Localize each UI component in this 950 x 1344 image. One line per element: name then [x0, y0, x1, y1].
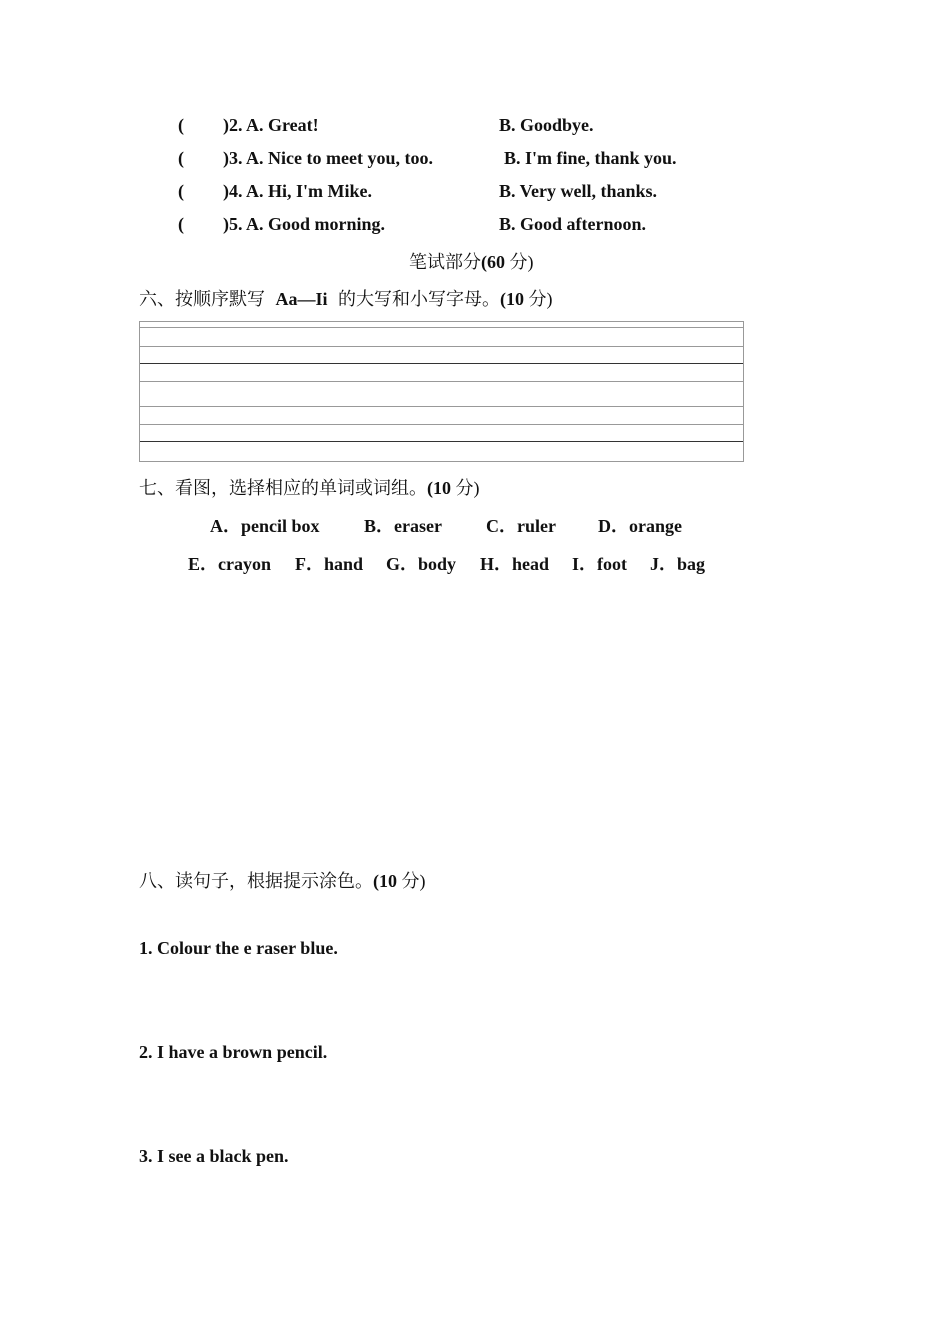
option-e: E．crayon	[188, 554, 271, 574]
option-j: J．bag	[650, 554, 706, 574]
base-line	[140, 363, 743, 364]
section-7-score: (10	[427, 478, 451, 498]
option-c: C．ruler	[486, 516, 556, 536]
item-option-a: )4. A. Hi, I'm Mike.	[223, 181, 372, 201]
answer-paren[interactable]: (	[178, 181, 184, 201]
answer-paren[interactable]: (	[178, 115, 184, 135]
guide-line	[140, 406, 743, 407]
option-g: G．body	[386, 554, 457, 574]
base-line	[140, 441, 743, 442]
section-7-unit: 分)	[455, 478, 480, 498]
section-7-prefix: 七、看图，选择相应的单词或词组。	[139, 478, 427, 498]
item-option-b: B. Goodbye.	[499, 115, 594, 135]
writing-lines-area[interactable]	[139, 321, 744, 462]
section-8-prefix: 八、读句子，根据提示涂色。	[139, 871, 373, 891]
written-title-cn: 笔试部分	[409, 252, 481, 272]
guide-line	[140, 424, 743, 425]
option-f: F．hand	[295, 554, 364, 574]
option-a: A．pencil box	[210, 516, 320, 536]
item-option-a: )3. A. Nice to meet you, too.	[223, 148, 433, 168]
option-d: D．orange	[598, 516, 682, 536]
sentence-2: 2. I have a brown pencil.	[139, 1042, 328, 1062]
sentence-3: 3. I see a black pen.	[139, 1146, 289, 1166]
guide-line	[140, 327, 743, 328]
guide-line	[140, 381, 743, 382]
section-6-unit: 分)	[528, 289, 553, 309]
section-6-letters: Aa—Ii	[275, 289, 328, 309]
item-option-b: B. Good afternoon.	[499, 214, 647, 234]
item-option-b: B. I'm fine, thank you.	[504, 148, 677, 168]
written-title-unit: 分)	[509, 252, 534, 272]
section-6-heading	[139, 285, 553, 311]
written-section-title	[409, 248, 534, 274]
answer-paren[interactable]: (	[178, 214, 184, 234]
guide-line	[140, 346, 743, 347]
section-7-heading	[139, 474, 480, 500]
item-option-a: )5. A. Good morning.	[223, 214, 386, 234]
option-h: H．head	[480, 554, 550, 574]
answer-paren[interactable]: (	[178, 148, 184, 168]
section-6-prefix: 六、按顺序默写	[139, 289, 265, 309]
item-option-b: B. Very well, thanks.	[499, 181, 658, 201]
option-b: B．eraser	[364, 516, 442, 536]
section-6-score: (10	[500, 289, 525, 309]
option-i: I．foot	[572, 554, 627, 574]
written-title-score: (60	[481, 252, 505, 272]
item-option-a: )2. A. Great!	[223, 115, 319, 135]
sentence-1: 1. Colour the e raser blue.	[139, 938, 338, 958]
section-8-heading	[139, 867, 426, 893]
section-8-score: (10	[373, 871, 397, 891]
section-8-unit: 分)	[401, 871, 426, 891]
section-6-suffix: 的大写和小写字母。	[338, 289, 501, 309]
